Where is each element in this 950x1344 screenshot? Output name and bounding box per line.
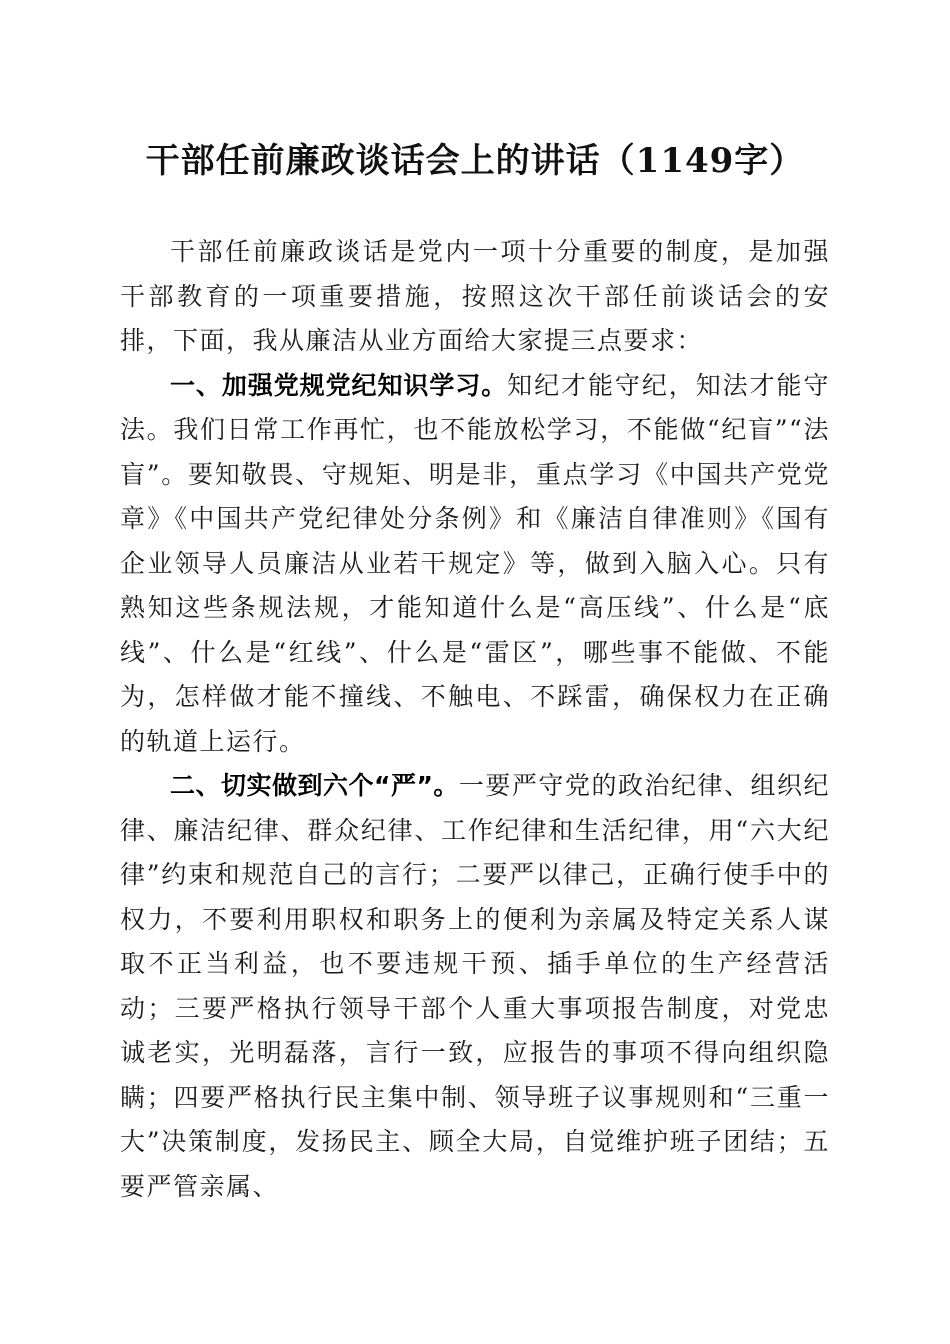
- section-1-paragraph: [120, 364, 830, 765]
- section-2-paragraph: [120, 764, 830, 1209]
- section-2-text: 一要严守党的政治纪律、组织纪律、廉洁纪律、群众纪律、工作纪律和生活纪律，用“六大纪律”约束和规范自己的言行；二要严以律己，正确行使手中的权力，不要利用职权和职务上的便利为亲属及特定关系人谋取不正当利益，也不要违规干预、插手单位的生产经营活动；三要严格执行领导干部个人重大事项报告制度，对党忠诚老实，光明磊落，言行一致，应报告的事项不得向组织隐瞒；四要严格执行民主集中制、领导班子议事规则和“三重一大”决策制度，发扬民主、顾全大局，自觉维护班子团结；五要严管亲属、: [120, 771, 830, 1201]
- section-2-heading: 二、切实做到六个“严”。: [170, 771, 459, 800]
- section-1-heading: 一、加强党规党纪知识学习。: [170, 370, 508, 400]
- document-body: [120, 230, 830, 1209]
- document-title: 干部任前廉政谈话会上的讲话（1149字）: [145, 141, 805, 181]
- section-1-text: 知纪才能守纪，知法才能守法。我们日常工作再忙，也不能放松学习，不能做“纪盲”“法盲”。要知敬畏、守规矩、明是非，重点学习《中国共产党党章》《中国共产党纪律处分条例》和《廉洁自律准则》《国有企业领导人员廉洁从业若干规定》等，做到入脑入心。只有熟知这些条规法规，才能知道什么是“高压线”、什么是“底线”、什么是“红线”、什么是“雷区”，哪些事不能做、不能为，怎样做才能不撞线、不触电、不踩雷，确保权力在正确的轨道上运行。: [120, 370, 830, 756]
- intro-paragraph: [120, 230, 830, 364]
- paragraph-text: 干部任前廉政谈话是党内一项十分重要的制度，是加强干部教育的一项重要措施，按照这次干部任前谈话会的安排，下面，我从廉洁从业方面给大家提三点要求：: [120, 237, 830, 355]
